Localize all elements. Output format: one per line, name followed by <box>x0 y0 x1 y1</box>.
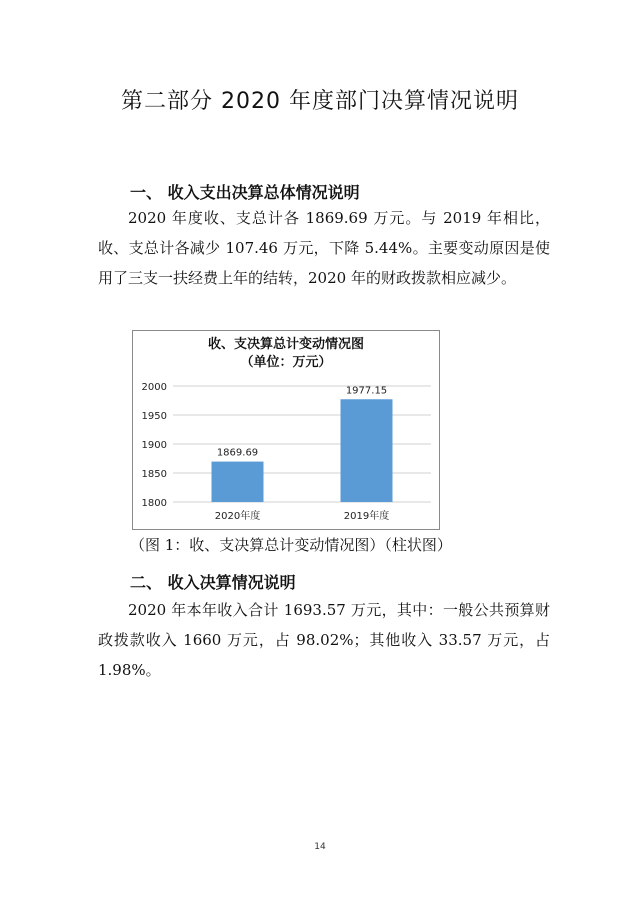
y-tick-label: 1950 <box>141 411 167 422</box>
bar-chart <box>132 330 440 530</box>
x-category-label: 2020年度 <box>214 511 261 522</box>
data-label: 1869.69 <box>216 447 259 459</box>
bar-1 <box>341 399 393 502</box>
page-title: 第二部分 2020 年度部门决算情况说明 <box>121 89 519 114</box>
paragraph-income-expenditure: 2020 年度收、支总计各 1869.69 万元。与 2019 年相比，收、支总计各减少 107.46 万元，下降 5.44%。主要变动原因是使用了三支一扶经费上年的结转，2020 年的财政拨款相应减少。 <box>98 209 550 287</box>
section-heading-income-expenditure: 一、 收入支出决算总体情况说明 <box>130 183 360 202</box>
chart-title: 收、支决算总计变动情况图 <box>207 337 365 352</box>
section-heading-income: 二、 收入决算情况说明 <box>130 573 296 592</box>
page-number: 14 <box>314 842 326 852</box>
y-tick-label: 2000 <box>141 382 167 393</box>
y-tick-label: 1850 <box>141 469 167 480</box>
paragraph-income: 2020 年本年收入合计 1693.57 万元，其中：一般公共预算财政拨款收入 1660 万元，占 98.02%；其他收入 33.57 万元，占 1.98%。 <box>98 601 550 679</box>
y-tick-label: 1800 <box>141 498 167 509</box>
chart-caption: （图 1：收、支决算总计变动情况图）（柱状图） <box>130 536 452 554</box>
bar-0 <box>212 462 264 502</box>
bar-chart-svg <box>133 331 439 529</box>
chart-subtitle: （单位：万元） <box>240 355 332 370</box>
y-tick-label: 1900 <box>141 440 167 451</box>
data-label: 1977.15 <box>345 385 388 397</box>
x-category-label: 2019年度 <box>343 511 390 522</box>
